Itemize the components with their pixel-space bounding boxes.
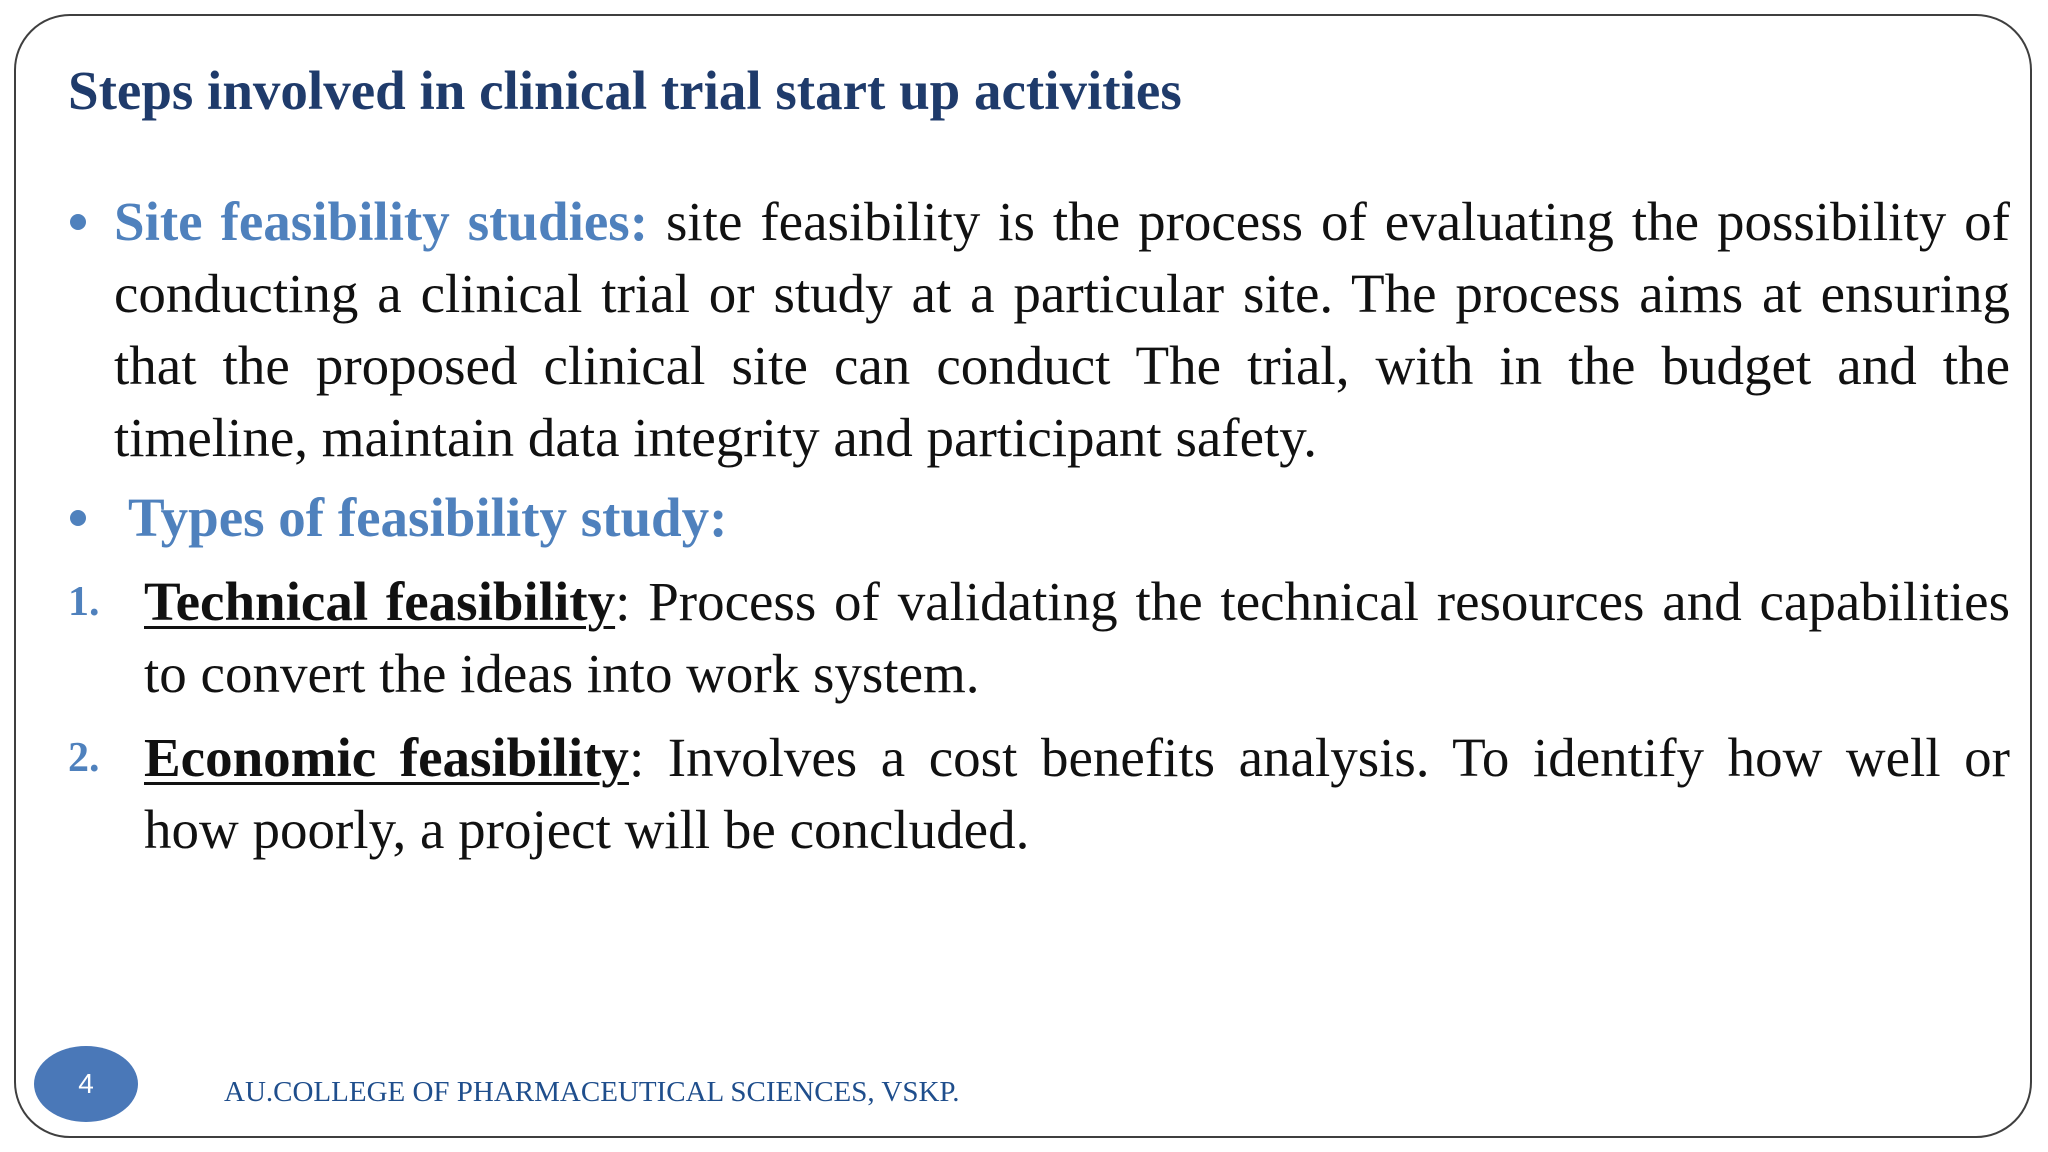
- item-number: 1.: [68, 579, 100, 625]
- slide-title: Steps involved in clinical trial start up activities: [68, 60, 1182, 121]
- bullet-site-feasibility: [68, 186, 2010, 474]
- page-number: 4: [78, 1068, 94, 1099]
- bullet-text: site feasibility is the process of evaluating the possibility of conducting a clinical trial or study at a particular site. The process aims at ensuring that the proposed clinical site can conduct The trial, with in the budget and the timeline, maintain data integrity and participant safety.: [114, 191, 2011, 468]
- bullet-types-of-feasibility: [68, 482, 2010, 554]
- bullet-dot-icon: [70, 214, 86, 230]
- slide-content: [68, 186, 2010, 866]
- numbered-item-technical: [68, 566, 2010, 710]
- item-text: : Involves a cost benefits analysis. To identify how well or how poorly, a project will be concluded.: [144, 727, 2010, 860]
- item-text: : Process of validating the technical resources and capabilities to convert the ideas into work system.: [144, 571, 2010, 704]
- item-number: 2.: [68, 735, 100, 781]
- bullet-heading: Site feasibility studies:: [114, 191, 649, 252]
- slide: [14, 14, 2032, 1138]
- numbered-item-economic: [68, 722, 2010, 866]
- item-term: Economic feasibility: [144, 727, 629, 788]
- page-number-badge: [34, 1046, 138, 1122]
- item-term: Technical feasibility: [144, 571, 616, 632]
- footer-institution: AU.COLLEGE OF PHARMACEUTICAL SCIENCES, VSKP.: [224, 1076, 960, 1108]
- bullet-dot-icon: [70, 510, 86, 526]
- bullet-heading: Types of feasibility study:: [128, 487, 728, 548]
